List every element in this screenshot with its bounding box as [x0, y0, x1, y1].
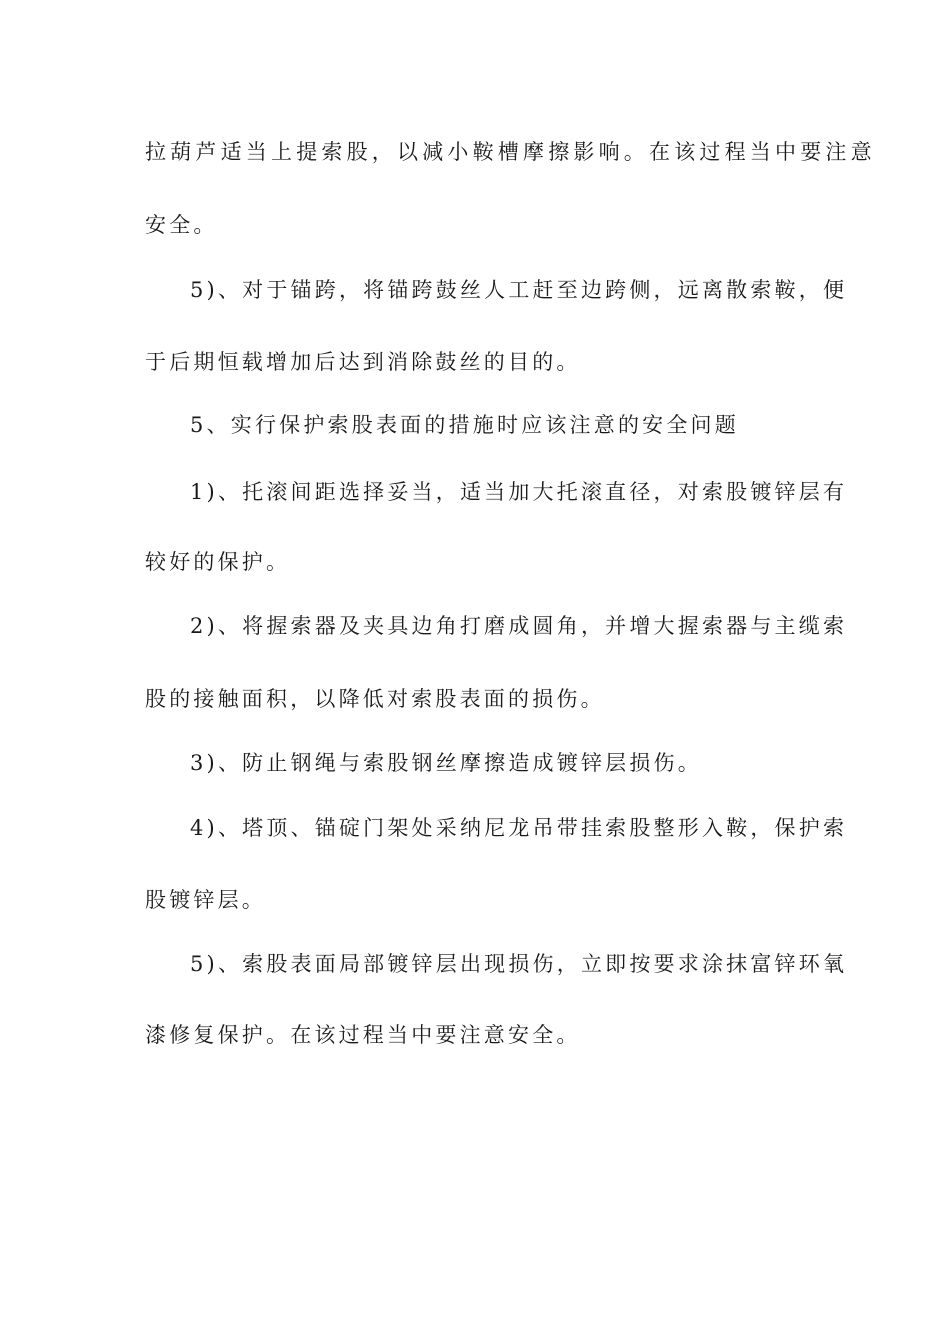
- paragraph-line: 拉葫芦适当上提索股，以减小鞍槽摩擦影响。在该过程当中要注意: [145, 140, 876, 164]
- list-item-line: 4)、塔顶、锚碇门架处采纳尼龙吊带挂索股整形入鞍，保护索: [190, 816, 848, 840]
- list-item-line: 5)、索股表面局部镀锌层出现损伤，立即按要求涂抹富锌环氧: [190, 952, 848, 976]
- paragraph-line: 股镀锌层。: [145, 888, 266, 912]
- list-item-line: 5)、对于锚跨，将锚跨鼓丝人工赶至边跨侧，远离散索鞍，便: [190, 278, 848, 302]
- list-item-line: 3)、防止钢绳与索股钢丝摩擦造成镀锌层损伤。: [190, 751, 702, 775]
- paragraph-line: 较好的保护。: [145, 550, 291, 574]
- paragraph-line: 安全。: [145, 213, 218, 237]
- paragraph-line: 于后期恒载增加后达到消除鼓丝的目的。: [145, 350, 581, 374]
- list-item-line: 1)、托滚间距选择妥当，适当加大托滚直径，对索股镀锌层有: [190, 480, 848, 504]
- paragraph-line: 漆修复保护。在该过程当中要注意安全。: [145, 1023, 581, 1047]
- section-heading: 5、实行保护索股表面的措施时应该注意的安全问题: [190, 413, 739, 437]
- paragraph-line: 股的接触面积，以降低对索股表面的损伤。: [145, 687, 605, 711]
- list-item-line: 2)、将握索器及夹具边角打磨成圆角，并增大握索器与主缆索: [190, 614, 848, 638]
